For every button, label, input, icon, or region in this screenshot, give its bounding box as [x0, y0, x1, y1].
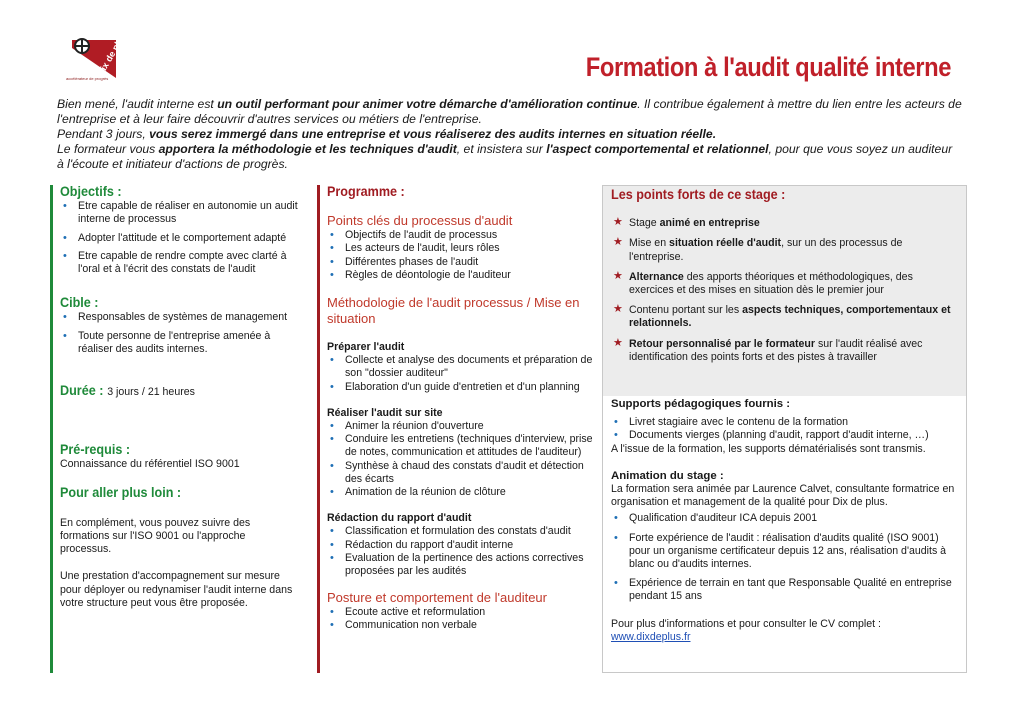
intro-emphasis: vous serez immergé dans une entreprise et vous réaliserez des audits internes en situation réelle. — [149, 127, 717, 141]
section-list — [327, 606, 595, 632]
intro-text-segment: , et insistera sur — [456, 142, 547, 156]
subsection-title: Réaliser l'audit sur site — [327, 406, 443, 419]
plusloin-text: En complément, vous pouvez suivre des formations sur l'ISO 9001 ou l'approche processus. — [60, 516, 251, 556]
list-item: • Différentes phases de l'audit — [327, 256, 595, 269]
section-title: Méthodologie de l'audit processus / Mise en situation — [327, 295, 580, 327]
intro-text-segment: Bien mené, l'audit interne est — [57, 97, 218, 111]
list-item: • Animer la réunion d'ouverture — [327, 420, 595, 433]
list-item: • Toute personne de l'entreprise amenée à réaliser des audits internes. — [60, 330, 298, 356]
list-item: • Forte expérience de l'audit : réalisation d'audits qualité (ISO 9001) pour un organisme certificateur depuis 12 ans, réalisation d'audits à blanc ou d'audits internes. — [611, 532, 958, 572]
list-item: • Conduire les entretiens (techniques d'interview, prise de notes, communication et attitudes de l'auditeur) — [327, 433, 595, 459]
plusloin-text: Une prestation d'accompagnement sur mesure pour déployer ou redynamiser l'audit interne dans votre structure peut vous être proposée. — [60, 570, 293, 609]
list-item-emphasis: aspects techniques, comportementaux et relationnels. — [629, 304, 951, 330]
list-item — [611, 237, 958, 263]
list-item: • Etre capable de réaliser en autonomie un audit interne de processus — [60, 200, 298, 226]
list-item: • Rédaction du rapport d'audit interne — [327, 539, 595, 552]
list-item: • Responsables de systèmes de management — [60, 311, 298, 324]
list-item: • Classification et formulation des constats d'audit — [327, 525, 595, 538]
subsection-title: Préparer l'audit — [327, 341, 405, 354]
objectifs-list — [60, 200, 298, 276]
animation-list — [611, 512, 958, 603]
info-column — [50, 185, 298, 673]
animation-text: La formation sera animée par Laurence Calvet, consultante formatrice en organisation et management de la qualité pour Dix de plus. — [611, 483, 955, 509]
list-item — [611, 217, 958, 230]
list-item — [611, 338, 958, 364]
list-item: • Adopter l'attitude et le comportement adapté — [60, 232, 298, 245]
duree-row — [60, 384, 298, 399]
animation-heading: Animation du stage : — [611, 469, 724, 482]
list-item: • Livret stagiaire avec le contenu de la formation — [611, 416, 958, 429]
highlights-column — [602, 185, 967, 673]
list-item: • Les acteurs de l'audit, leurs rôles — [327, 242, 595, 255]
list-item: • Qualification d'auditeur ICA depuis 2001 — [611, 512, 958, 525]
list-item-emphasis: animé en entreprise — [659, 217, 760, 230]
duree-heading: Durée : — [60, 382, 104, 399]
section-title: Posture et comportement de l'auditeur — [327, 590, 547, 606]
plusloin-heading: Pour aller plus loin : — [60, 483, 182, 500]
intro-emphasis: apportera la méthodologie et les techniques d'audit — [158, 142, 457, 156]
intro-text-segment: Le formateur vous — [57, 142, 159, 156]
intro-emphasis: un outil performant pour animer votre démarche d'amélioration continue — [217, 97, 638, 111]
svg-text:dix de plus: dix de plus — [95, 31, 128, 77]
prerequis-value: Connaissance du référentiel ISO 9001 — [60, 458, 240, 471]
list-item: • Expérience de terrain en tant que Responsable Qualité en entreprise pendant 15 ans — [611, 577, 958, 603]
points-forts-heading: Les points forts de ce stage : — [611, 186, 786, 202]
list-item: • Evaluation de la pertinence des actions correctives proposées par les audités — [327, 552, 595, 578]
intro-text-segment: . Il contribue également à mettre du lien entre les acteurs de l'entreprise et à leur faire découvrir d'autres services ou métiers de l'entreprise. — [57, 97, 962, 126]
list-item-text: des apports théoriques et méthodologiques, des exercices et des mises en situation dès le premier jour — [629, 270, 913, 297]
points-forts-box — [603, 186, 966, 396]
logo-tagline: accélérateur de progrès — [66, 76, 109, 81]
list-item-text: , sur un des processus de l'entreprise. — [629, 237, 903, 263]
section-list — [327, 229, 595, 282]
list-item-emphasis: situation réelle d'audit — [669, 237, 782, 250]
list-item: • Elaboration d'un guide d'entretien et d'un planning — [327, 381, 595, 394]
list-item: • Animation de la réunion de clôture — [327, 486, 595, 499]
section-list — [327, 354, 595, 394]
list-item-text: sur l'audit réalisé avec identification des points forts et des pistes à travailler — [629, 337, 923, 363]
duree-value: 3 jours / 21 heures — [107, 386, 195, 399]
intro-text — [57, 97, 962, 172]
list-item: • Synthèse à chaud des constats d'audit et détection des écarts — [327, 460, 595, 486]
programme-column — [317, 185, 595, 673]
list-item-emphasis: Retour personnalisé par le formateur — [629, 337, 816, 350]
points-forts-list — [611, 217, 958, 364]
objectifs-heading: Objectifs : — [60, 183, 122, 199]
contact-text: Pour plus d'informations et pour consulter le CV complet : — [611, 617, 881, 630]
list-item: • Ecoute active et reformulation — [327, 606, 595, 619]
info-box — [603, 396, 966, 644]
list-item-text: Mise en — [629, 237, 670, 250]
list-item: • Collecte et analyse des documents et préparation de son "dossier auditeur" — [327, 354, 595, 380]
list-item: • Objectifs de l'audit de processus — [327, 229, 595, 242]
programme-heading: Programme : — [327, 183, 405, 199]
list-item: • Règles de déontologie de l'auditeur — [327, 269, 595, 282]
list-item-text: Stage — [629, 217, 660, 230]
section-title: Points clés du processus d'audit — [327, 213, 513, 229]
list-item — [611, 271, 958, 297]
intro-emphasis: l'aspect comportemental et relationnel — [546, 142, 769, 156]
list-item-emphasis: Alternance — [629, 270, 684, 283]
cible-list — [60, 311, 298, 356]
list-item-text: Contenu portant sur les — [629, 304, 743, 317]
list-item — [611, 304, 958, 330]
page-title: Formation à l'audit qualité interne — [585, 52, 951, 82]
supports-list — [611, 416, 958, 442]
subsection-title: Rédaction du rapport d'audit — [327, 512, 472, 525]
cible-heading: Cible : — [60, 294, 99, 311]
intro-text-segment: Pendant 3 jours, — [57, 127, 150, 141]
supports-heading: Supports pédagogiques fournis : — [611, 398, 791, 410]
list-item: • Documents vierges (planning d'audit, rapport d'audit interne, …) — [611, 429, 958, 442]
intro-text-segment: , pour que vous soyez un auditeur à l'écoute et initiateur d'actions de progrès. — [57, 142, 953, 171]
website-link[interactable]: www.dixdeplus.fr — [611, 630, 691, 643]
list-item: • Communication non verbale — [327, 619, 595, 632]
supports-note: A l'issue de la formation, les supports dématérialisés sont transmis. — [611, 442, 926, 455]
list-item: • Etre capable de rendre compte avec clarté à l'oral et à l'écrit des constats de l'audit — [60, 250, 298, 276]
prerequis-heading: Pré-requis : — [60, 441, 131, 458]
section-list — [327, 420, 595, 499]
section-list — [327, 525, 595, 578]
